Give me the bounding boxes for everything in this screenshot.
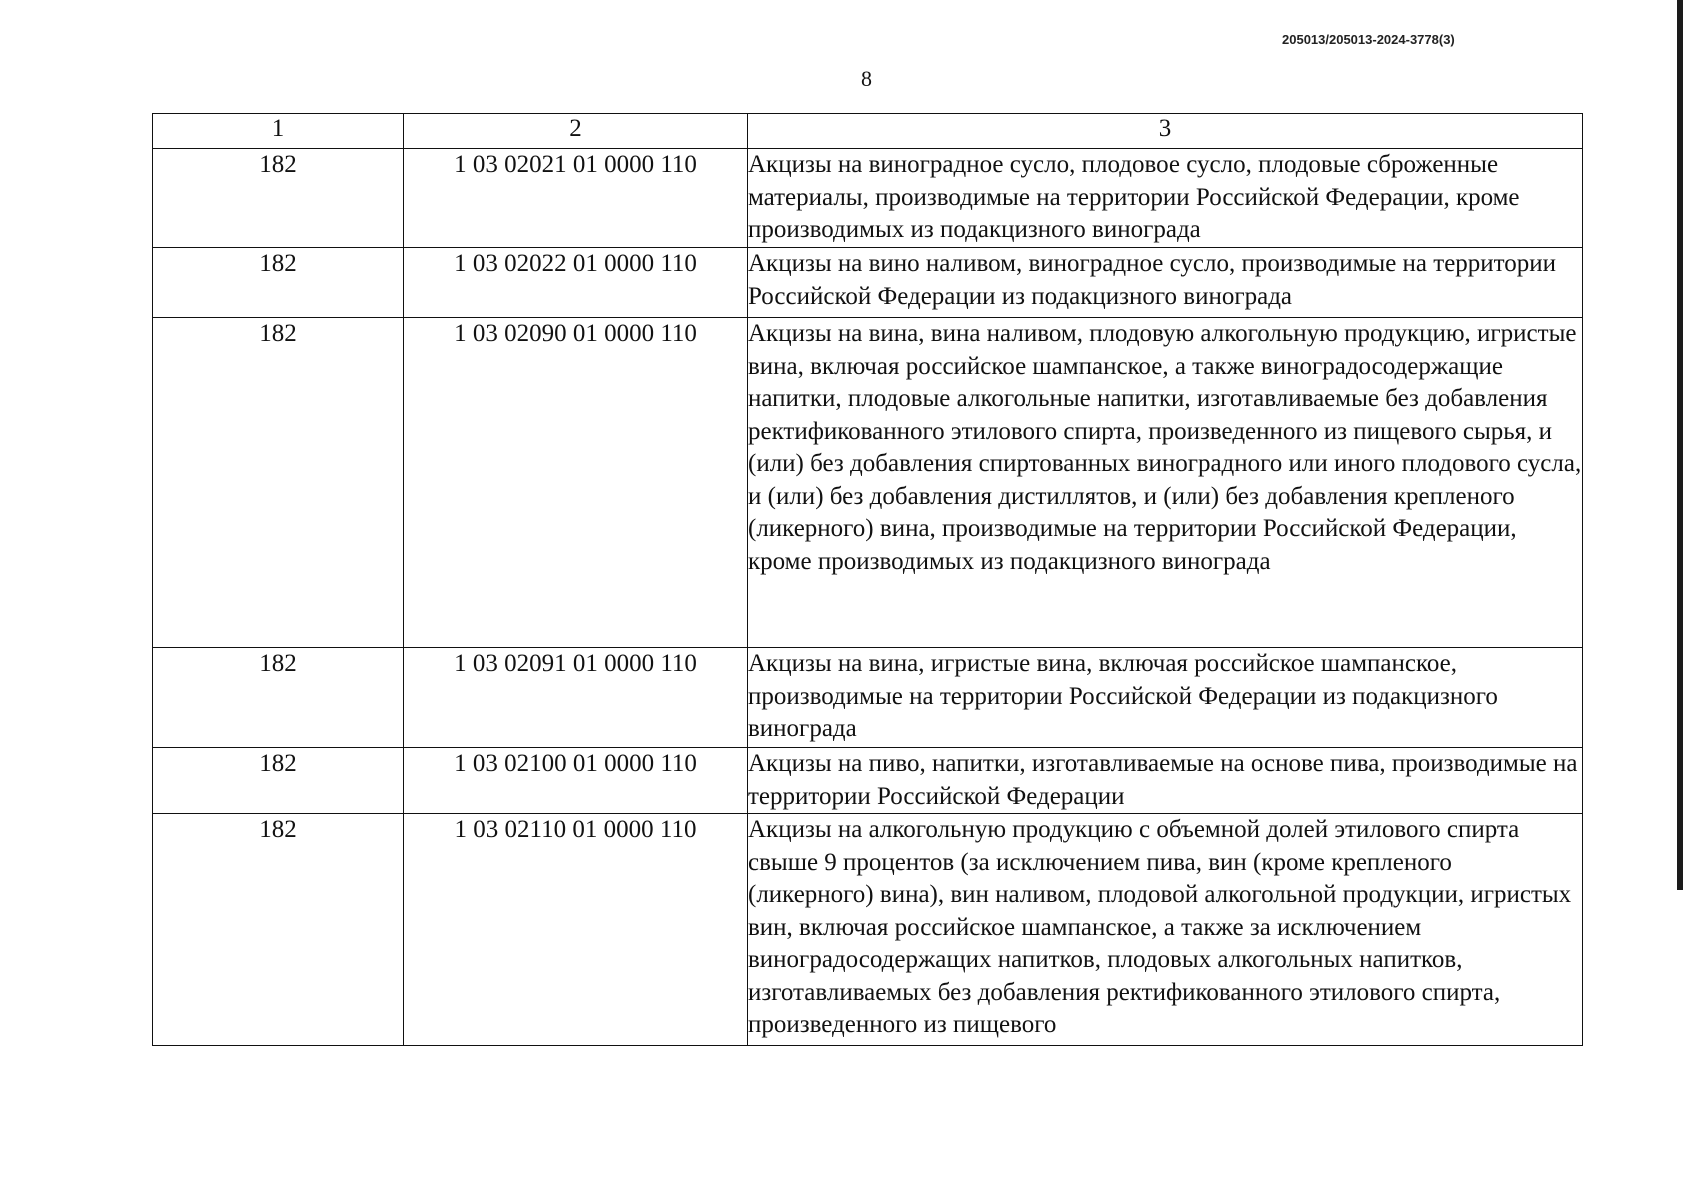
description-cell: Акцизы на пиво, напитки, изготавливаемые на основе пива, производимые на территории Российской Федерации [748,748,1583,814]
document-reference: 205013/205013-2024-3778(3) [1282,32,1455,47]
kbk-table [152,113,1583,1046]
kbk-code-cell: 1 03 02021 01 0000 110 [404,149,748,248]
admin-code-cell: 182 [153,149,404,248]
admin-code-cell: 182 [153,648,404,748]
scan-edge-shadow [1677,0,1683,890]
table-row [153,648,1583,748]
column-header: 1 [153,114,404,149]
page-number: 8 [861,66,872,91]
description-cell: Акцизы на алкогольную продукцию с объемной долей этилового спирта свыше 9 процентов (за исключением пива, вин (кроме крепленого (ликерного) вина), вин наливом, плодовой алкогольной продукции, игристых вин, включая российское шампанское, а также за исключением виноградосодержащих напитков, плодовых алкогольных напитков, изготавливаемых без добавления ректификованного этилового спирта, произведенного из пищевого [748,814,1583,1046]
table-row [153,248,1583,318]
kbk-code-cell: 1 03 02091 01 0000 110 [404,648,748,748]
description-cell: Акцизы на вина, вина наливом, плодовую алкогольную продукцию, игристые вина, включая российское шампанское, а также виноградосодержащие напитки, плодовые алкогольные напитки, изготавливаемые без добавления ректификованного этилового спирта, произведенного из пищевого сырья, и (или) без добавления спиртованных виноградного или иного плодового сусла, и (или) без добавления дистиллятов, и (или) без добавления крепленого (ликерного) вина, производимые на территории Российской Федерации, кроме производимых из подакцизного винограда [748,318,1583,648]
table-row [153,149,1583,248]
kbk-code-cell: 1 03 02090 01 0000 110 [404,318,748,648]
table-row [153,318,1583,648]
description-cell: Акцизы на вина, игристые вина, включая российское шампанское, производимые на территории Российской Федерации из подакцизного винограда [748,648,1583,748]
admin-code-cell: 182 [153,814,404,1046]
table-row [153,814,1583,1046]
table-row [153,748,1583,814]
column-header: 3 [748,114,1583,149]
description-cell: Акцизы на вино наливом, виноградное сусло, производимые на территории Российской Федерации из подакцизного винограда [748,248,1583,318]
kbk-code-cell: 1 03 02022 01 0000 110 [404,248,748,318]
admin-code-cell: 182 [153,318,404,648]
kbk-code-cell: 1 03 02110 01 0000 110 [404,814,748,1046]
description-cell: Акцизы на виноградное сусло, плодовое сусло, плодовые сброженные материалы, производимые на территории Российской Федерации, кроме производимых из подакцизного винограда [748,149,1583,248]
column-header: 2 [404,114,748,149]
admin-code-cell: 182 [153,248,404,318]
admin-code-cell: 182 [153,748,404,814]
table-header-row [153,114,1583,149]
kbk-code-cell: 1 03 02100 01 0000 110 [404,748,748,814]
